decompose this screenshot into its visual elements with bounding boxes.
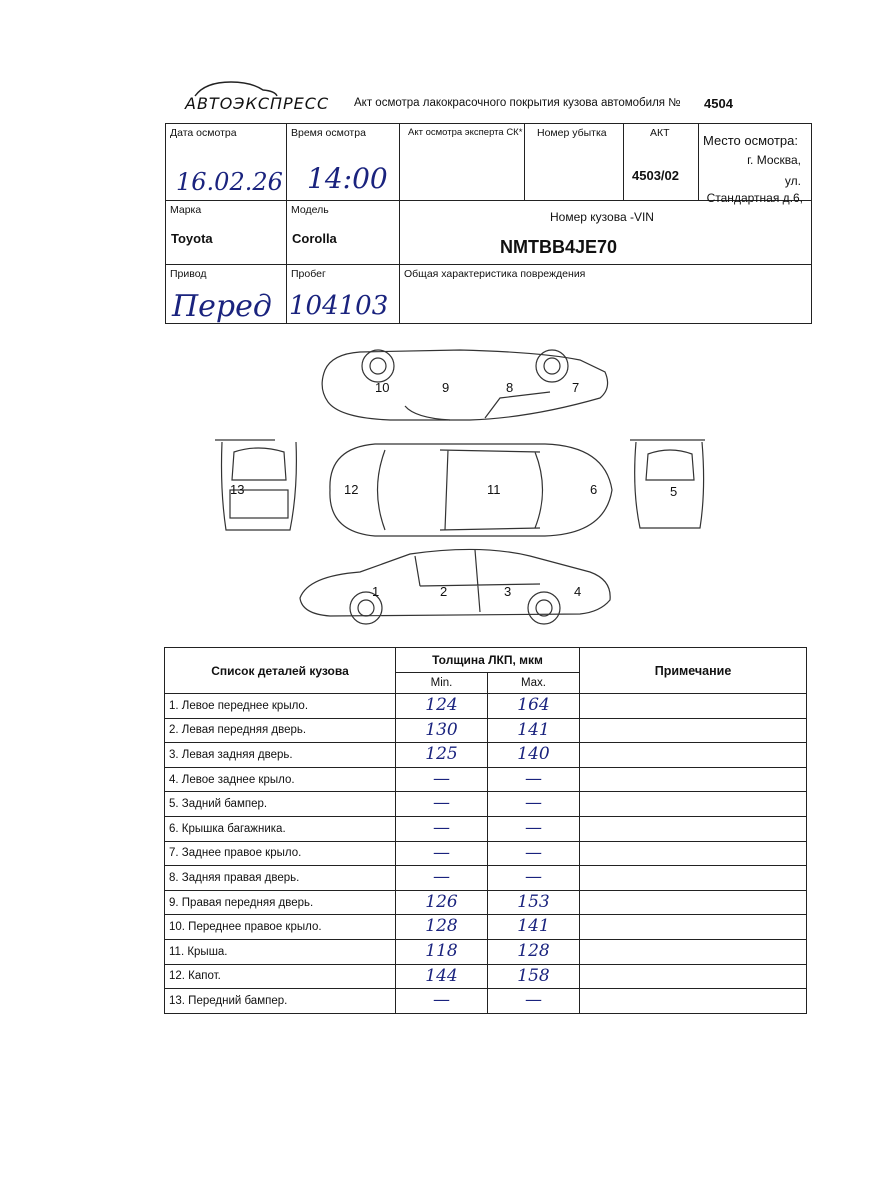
part-min-cell <box>396 841 488 866</box>
zone-7-label: 7 <box>572 380 580 395</box>
drive-value: Перед <box>172 289 272 324</box>
table-row <box>165 792 807 817</box>
part-name: 8. Задняя правая дверь. <box>165 866 396 891</box>
part-name: 3. Левая задняя дверь. <box>165 743 396 768</box>
col-note-header: Примечание <box>580 648 807 694</box>
part-min-cell <box>396 694 488 719</box>
mileage-cell <box>287 265 400 324</box>
zone-13-label: 13 <box>230 482 245 497</box>
model-value: Corolla <box>292 231 337 246</box>
part-max-cell <box>488 816 580 841</box>
col-max-header: Max. <box>488 673 580 694</box>
damage-cell <box>400 265 812 324</box>
part-min-value: 118 <box>425 940 458 961</box>
akt-value: 4503/02 <box>632 168 679 183</box>
table-row <box>165 743 807 768</box>
car-body-diagram <box>200 340 720 640</box>
table-row <box>165 767 807 792</box>
parts-thickness-table <box>164 647 807 1014</box>
part-max-value: 141 <box>517 719 550 740</box>
table-row <box>165 939 807 964</box>
place-cell <box>699 124 812 205</box>
part-max-value: 158 <box>517 965 550 986</box>
zone-4-label: 4 <box>574 584 582 599</box>
part-max-value: 128 <box>517 940 550 961</box>
time-label: Время осмотра <box>291 127 366 139</box>
drive-label: Привод <box>170 268 207 280</box>
part-min-cell <box>396 792 488 817</box>
part-max-cell <box>488 939 580 964</box>
part-name: 9. Правая передняя дверь. <box>165 890 396 915</box>
part-note-cell <box>580 989 807 1014</box>
part-name: 7. Заднее правое крыло. <box>165 841 396 866</box>
zone-9-label: 9 <box>442 380 450 395</box>
make-cell <box>166 201 287 265</box>
part-max-cell <box>488 694 580 719</box>
table-row <box>165 841 807 866</box>
zone-6-label: 6 <box>590 482 598 497</box>
parts-table-body <box>165 694 807 1014</box>
part-note-cell <box>580 816 807 841</box>
col-min-header: Min. <box>396 673 488 694</box>
table-row <box>165 915 807 940</box>
date-value: 16.02.26 <box>176 168 283 196</box>
part-name: 4. Левое заднее крыло. <box>165 767 396 792</box>
part-min-value: — <box>433 817 450 838</box>
zone-5-label: 5 <box>670 484 678 499</box>
part-name: 2. Левая передняя дверь. <box>165 718 396 743</box>
zone-10-label: 10 <box>375 380 390 395</box>
part-min-value: — <box>433 768 450 789</box>
table-row <box>165 866 807 891</box>
part-max-cell <box>488 915 580 940</box>
part-max-cell <box>488 718 580 743</box>
table-row <box>165 816 807 841</box>
part-note-cell <box>580 964 807 989</box>
part-note-cell <box>580 694 807 719</box>
table-row <box>165 989 807 1014</box>
vin-value: NMTBB4JE70 <box>500 237 618 257</box>
table-row <box>165 890 807 915</box>
loss-number-label: Номер убытка <box>537 127 607 139</box>
part-max-value: — <box>525 817 542 838</box>
part-min-cell <box>396 816 488 841</box>
company-logo <box>183 78 330 114</box>
part-max-value: 164 <box>517 695 550 715</box>
expert-cell <box>400 124 525 201</box>
part-min-cell <box>396 989 488 1014</box>
part-min-cell <box>396 964 488 989</box>
part-max-value: 141 <box>517 916 550 937</box>
table-row <box>165 718 807 743</box>
part-note-cell <box>580 718 807 743</box>
part-note-cell <box>580 743 807 768</box>
part-name: 10. Переднее правое крыло. <box>165 915 396 940</box>
part-min-value: 125 <box>425 744 458 765</box>
part-note-cell <box>580 792 807 817</box>
part-min-value: 144 <box>425 965 458 986</box>
model-cell <box>287 201 400 265</box>
akt-cell <box>624 124 699 201</box>
part-name: 12. Капот. <box>165 964 396 989</box>
part-name: 13. Передний бампер. <box>165 989 396 1014</box>
part-max-value: — <box>525 842 542 863</box>
part-max-cell <box>488 964 580 989</box>
part-max-cell <box>488 866 580 891</box>
part-min-value: — <box>433 842 450 863</box>
part-min-value: — <box>433 990 450 1011</box>
zone-8-label: 8 <box>506 380 514 395</box>
part-max-value: — <box>525 867 542 888</box>
logo-text: АВТОЭКСПРЕСС <box>185 94 330 113</box>
part-min-value: — <box>433 793 450 814</box>
part-max-cell <box>488 792 580 817</box>
part-name: 6. Крышка багажника. <box>165 816 396 841</box>
time-cell <box>287 124 400 201</box>
time-value: 14:00 <box>307 162 388 195</box>
vin-label: Номер кузова -VIN <box>550 210 654 224</box>
zone-3-label: 3 <box>504 584 512 599</box>
part-min-cell <box>396 915 488 940</box>
expert-label: Акт осмотра эксперта СК* <box>408 127 523 138</box>
part-min-cell <box>396 718 488 743</box>
part-max-value: — <box>525 793 542 814</box>
akt-label: АКТ <box>650 127 670 139</box>
part-min-value: 130 <box>425 719 458 740</box>
inspection-info-table <box>165 123 812 324</box>
place-street: Стандартная д.6, <box>706 191 803 205</box>
damage-label: Общая характеристика повреждения <box>404 268 586 280</box>
place-street-prefix: ул. <box>784 174 801 188</box>
part-min-cell <box>396 866 488 891</box>
part-min-cell <box>396 743 488 768</box>
part-note-cell <box>580 939 807 964</box>
part-min-value: 128 <box>425 916 458 937</box>
mileage-label: Пробег <box>291 268 326 280</box>
model-label: Модель <box>291 204 329 216</box>
place-label: Место осмотра: <box>703 133 798 148</box>
part-note-cell <box>580 890 807 915</box>
part-name: 1. Левое переднее крыло. <box>165 694 396 719</box>
part-max-cell <box>488 767 580 792</box>
document-title: Акт осмотра лакокрасочного покрытия кузова автомобиля № <box>354 97 681 109</box>
part-min-value: 124 <box>425 695 458 715</box>
part-max-cell <box>488 890 580 915</box>
date-cell <box>166 124 287 201</box>
part-min-cell <box>396 767 488 792</box>
zone-11-label: 11 <box>487 482 501 497</box>
part-note-cell <box>580 841 807 866</box>
document-number: 4504 <box>704 96 733 111</box>
part-max-value: — <box>525 990 542 1011</box>
part-note-cell <box>580 767 807 792</box>
part-max-cell <box>488 989 580 1014</box>
col-parts-header: Список деталей кузова <box>165 648 396 694</box>
zone-2-label: 2 <box>440 584 448 599</box>
part-note-cell <box>580 866 807 891</box>
make-label: Марка <box>170 204 202 216</box>
part-max-value: 153 <box>517 891 550 912</box>
part-name: 5. Задний бампер. <box>165 792 396 817</box>
make-value: Toyota <box>171 231 213 246</box>
part-min-value: 126 <box>425 891 458 912</box>
part-max-value: 140 <box>517 744 550 765</box>
part-max-value: — <box>525 768 542 789</box>
table-row <box>165 964 807 989</box>
zone-12-label: 12 <box>344 482 359 497</box>
table-row <box>165 694 807 719</box>
part-min-cell <box>396 890 488 915</box>
mileage-value: 104103 <box>289 291 389 321</box>
car-outline-icon <box>200 340 720 640</box>
vin-cell <box>400 201 812 265</box>
part-name: 11. Крыша. <box>165 939 396 964</box>
part-min-cell <box>396 939 488 964</box>
part-max-cell <box>488 743 580 768</box>
zone-1-label: 1 <box>372 584 380 599</box>
col-thickness-header: Толщина ЛКП, мкм <box>396 648 580 673</box>
date-label: Дата осмотра <box>170 127 237 139</box>
place-city: г. Москва, <box>747 153 801 167</box>
part-max-cell <box>488 841 580 866</box>
drive-cell <box>166 265 287 324</box>
part-min-value: — <box>433 867 450 888</box>
loss-number-cell <box>525 124 624 201</box>
part-note-cell <box>580 915 807 940</box>
